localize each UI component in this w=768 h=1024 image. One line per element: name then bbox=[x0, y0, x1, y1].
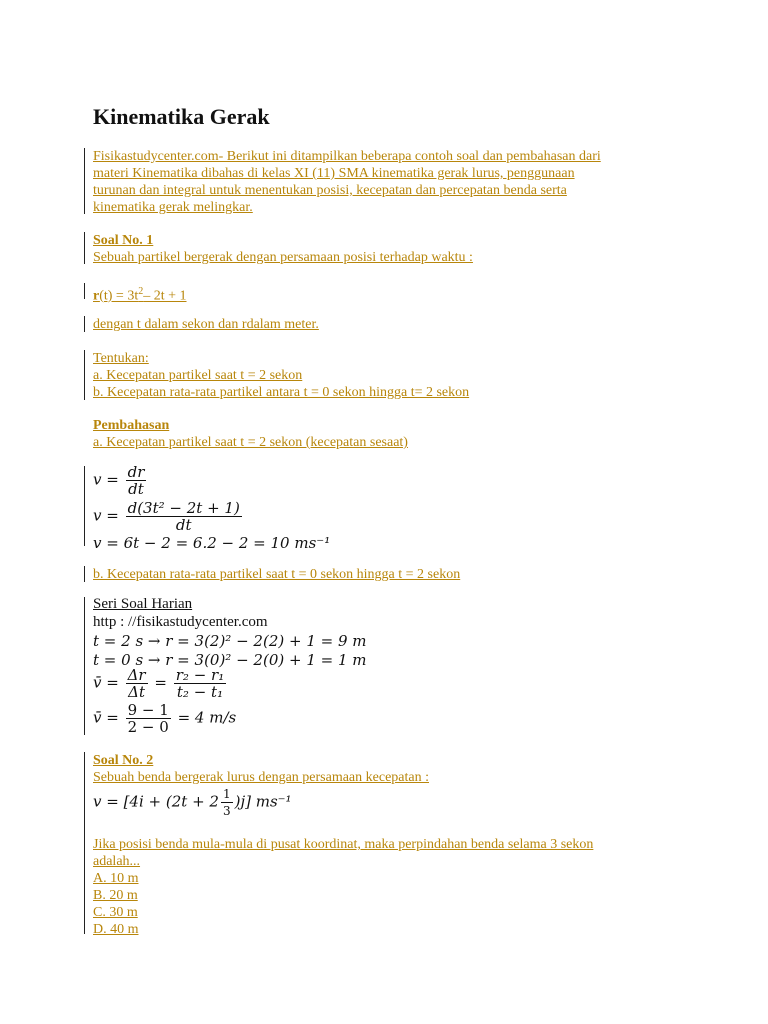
pembahasan-block[interactable] bbox=[93, 417, 408, 451]
pembahasan-heading: Pembahasan bbox=[93, 418, 170, 433]
math-v-derivative bbox=[93, 500, 244, 533]
vbar-lhs: v̄ = bbox=[93, 673, 119, 692]
math-result: v = 6t − 2 = 6.2 − 2 = 10 ms⁻¹ bbox=[93, 534, 331, 552]
intro-line: materi Kinematika dibahas di kelas XI (11) SMA kinematika gerak lurus, penggunaan bbox=[93, 166, 575, 181]
vec-head: v = [4i + (2t + 2 bbox=[93, 792, 219, 811]
seri-text: Seri Soal Harian bbox=[93, 596, 193, 612]
math-calc-1 bbox=[93, 632, 367, 650]
page-title: Kinematika Gerak bbox=[93, 104, 270, 129]
math-vbar-2 bbox=[93, 702, 236, 735]
frac-den: t₂ − t₁ bbox=[176, 683, 224, 701]
site-url bbox=[93, 614, 268, 631]
intro-line: kinematika gerak melingkar. bbox=[93, 200, 253, 215]
vbar-lhs: v̄ = bbox=[93, 708, 119, 727]
soal-2-block[interactable] bbox=[93, 752, 429, 786]
seri-soal-harian bbox=[93, 596, 192, 613]
frac-num: Δr bbox=[127, 666, 146, 684]
calc-text: t = 2 s → r = 3(2)² − 2(2) + 1 = 9 m bbox=[93, 632, 367, 650]
pembahasan-b-line: b. Kecepatan rata-rata partikel saat t = 0 sekon hingga t = 2 sekon bbox=[93, 567, 461, 582]
math-velocity-vector bbox=[93, 786, 292, 819]
frac-den: 3 bbox=[222, 804, 231, 818]
tentukan-label: Tentukan: bbox=[93, 351, 149, 366]
frac-num: r₂ − r₁ bbox=[175, 666, 225, 684]
frac-num: d(3t² − 2t + 1) bbox=[127, 499, 240, 517]
quote-bar bbox=[84, 232, 85, 264]
option-b[interactable]: B. 20 m bbox=[93, 888, 138, 903]
pembahasan-a: a. Kecepatan partikel saat t = 2 sekon (kecepatan sesaat) bbox=[93, 435, 408, 450]
quote-bar bbox=[84, 148, 85, 214]
frac-num: 1 bbox=[222, 787, 231, 801]
units-line: dengan t dalam sekon dan rdalam meter. bbox=[93, 317, 319, 332]
eq-exp: 2 bbox=[138, 286, 144, 297]
calc-text: t = 0 s → r = 3(0)² − 2(0) + 1 = 1 m bbox=[93, 651, 367, 669]
eq-r: r bbox=[93, 288, 100, 304]
intro-line: turunan dan integral untuk menentukan posisi, kecepatan dan percepatan benda serta bbox=[93, 183, 567, 198]
part-b: b. Kecepatan rata-rata partikel antara t = 0 sekon hingga t= 2 sekon bbox=[93, 385, 470, 400]
soal-2-text: Sebuah benda bergerak lurus dengan persamaan kecepatan : bbox=[93, 770, 429, 785]
position-equation[interactable] bbox=[93, 283, 187, 305]
math-vbar-1 bbox=[93, 667, 228, 700]
quote-bar bbox=[84, 466, 85, 546]
intro-line: Fisikastudycenter.com- Berikut ini ditampilkan beberapa contoh soal dan pembahasan dari bbox=[93, 149, 601, 164]
quote-bar bbox=[84, 283, 85, 299]
math-v-result bbox=[93, 534, 330, 552]
intro-paragraph[interactable] bbox=[93, 148, 601, 216]
vec-tail: )j] ms⁻¹ bbox=[234, 792, 292, 811]
part-a: a. Kecepatan partikel saat t = 2 sekon bbox=[93, 368, 303, 383]
vbar-tail: = 4 m/s bbox=[177, 708, 237, 727]
units-text[interactable] bbox=[93, 316, 319, 333]
frac-den: dt bbox=[175, 516, 192, 534]
quote-bar bbox=[84, 566, 85, 582]
frac-den: dt bbox=[128, 480, 144, 498]
option-a[interactable]: A. 10 m bbox=[93, 871, 139, 886]
math-v-dr-dt bbox=[93, 464, 148, 497]
pembahasan-b[interactable] bbox=[93, 566, 460, 583]
frac-num: 9 − 1 bbox=[127, 701, 169, 719]
quote-bar bbox=[84, 316, 85, 332]
question-line: Jika posisi benda mula-mula di pusat koordinat, maka perpindahan benda selama 3 sekon bbox=[93, 837, 594, 852]
option-d[interactable]: D. 40 m bbox=[93, 922, 139, 937]
quote-bar bbox=[84, 350, 85, 400]
eq-tail: – 2t + 1 bbox=[143, 288, 187, 304]
option-c[interactable]: C. 30 m bbox=[93, 905, 138, 920]
soal-1-text: Sebuah partikel bergerak dengan persamaan posisi terhadap waktu : bbox=[93, 250, 473, 265]
math-lhs: v = bbox=[93, 506, 119, 525]
frac-den: 2 − 0 bbox=[127, 718, 169, 736]
url-text: http : //fisikastudycenter.com bbox=[93, 614, 268, 630]
frac-num: dr bbox=[127, 463, 145, 481]
eq-rest: (t) = 3t bbox=[99, 288, 139, 304]
math-lhs: v = bbox=[93, 470, 119, 489]
frac-den: Δt bbox=[128, 683, 146, 701]
quote-bar bbox=[84, 752, 85, 934]
tentukan-block[interactable] bbox=[93, 350, 469, 401]
soal-2-question[interactable] bbox=[93, 836, 593, 938]
soal-1-block[interactable] bbox=[93, 232, 473, 266]
question-line: adalah... bbox=[93, 854, 141, 869]
equals-sign: = bbox=[154, 673, 167, 692]
soal-1-heading: Soal No. 1 bbox=[93, 233, 154, 248]
soal-2-heading: Soal No. 2 bbox=[93, 753, 154, 768]
quote-bar bbox=[84, 597, 85, 735]
